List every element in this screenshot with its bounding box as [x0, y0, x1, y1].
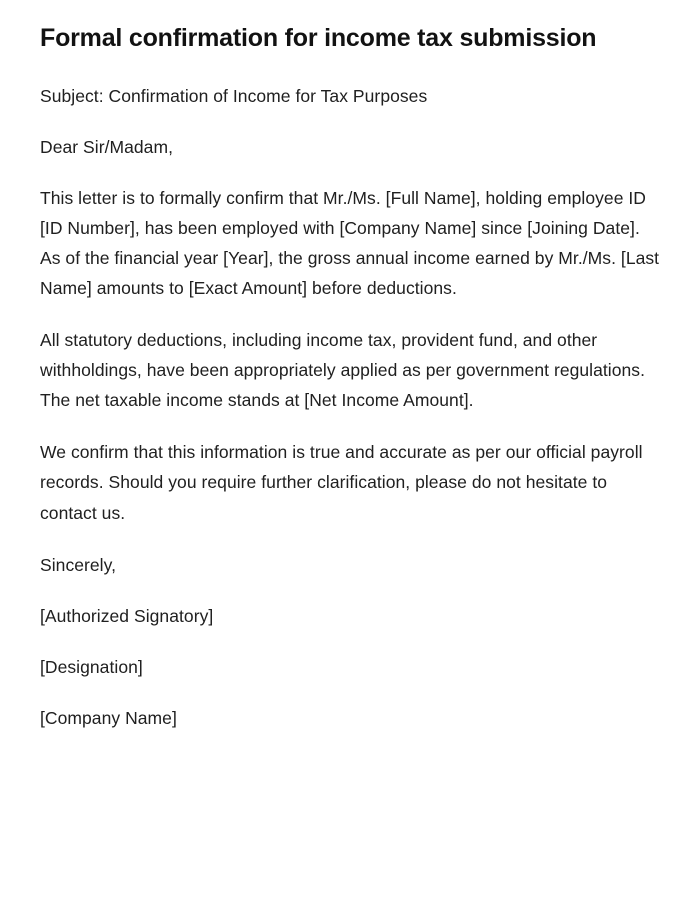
- signature-designation: [Designation]: [40, 656, 143, 677]
- paragraph-body-2: All statutory deductions, including income tax, provident fund, and other withholdings, have been appropriately applied as per government regulations. The net taxable income stands at [Net Income Amount].: [40, 330, 646, 411]
- signature-name: [Authorized Signatory]: [40, 605, 214, 626]
- paragraph-body-1: This letter is to formally confirm that Mr./Ms. [Full Name], holding employee ID [ID Number], has been employed with [Company Name] since [Joining Date]. As of the financial year [Year], the gross annual income earned by Mr./Ms. [Last Name] amounts to [Exact Amount] before deductions.: [40, 187, 660, 298]
- signature-company: [Company Name]: [40, 707, 177, 728]
- paragraph-body-3: We confirm that this information is true and accurate as per our official payroll records. Should you require further clarification, please do not hesitate to contact us.: [40, 442, 643, 523]
- page-title: Formal confirmation for income tax submission: [40, 24, 597, 52]
- paragraph-subject: Subject: Confirmation of Income for Tax Purposes: [40, 85, 428, 106]
- paragraph-closing: Sincerely,: [40, 554, 117, 575]
- paragraph-salutation: Dear Sir/Madam,: [40, 136, 174, 157]
